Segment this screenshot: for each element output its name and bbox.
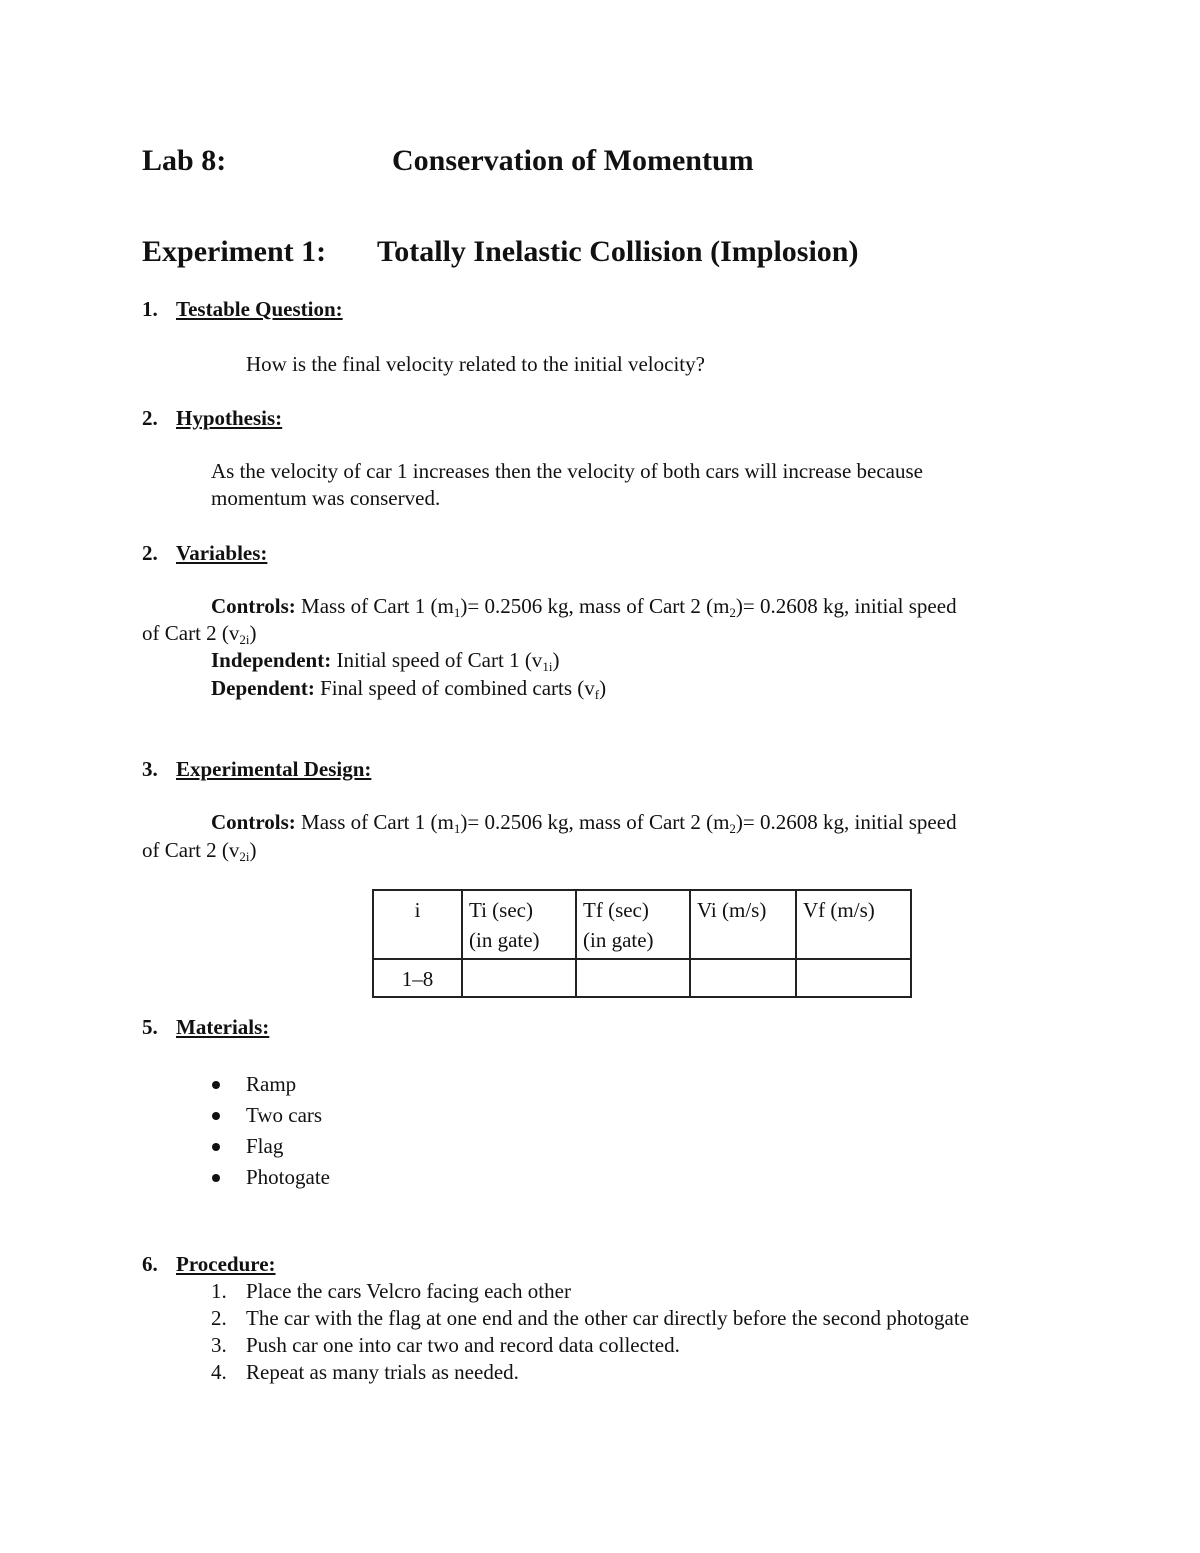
- design-heading: Experimental Design:: [176, 757, 372, 781]
- procedure-step: Repeat as many trials as needed.: [246, 1360, 519, 1384]
- design-number: 3.: [142, 757, 158, 781]
- hypothesis-heading: Hypothesis:: [176, 406, 283, 430]
- bullet-icon: [212, 1174, 220, 1182]
- procedure-step-number: 2.: [211, 1306, 227, 1330]
- list-item: Ramp: [246, 1072, 297, 1096]
- variables-dependent: Dependent: Final speed of combined carts $(v_f)$: [211, 676, 607, 702]
- list-item: Flag: [246, 1134, 284, 1158]
- bullet-icon: [212, 1112, 220, 1120]
- header-cell-tf: Tf (sec) (in gate): [576, 890, 690, 959]
- hypothesis-line-2: momentum was conserved.: [211, 486, 441, 510]
- header-cell-vi: Vi (m/s): [690, 890, 796, 959]
- experiment-label: Experiment 1:: [142, 235, 327, 268]
- procedure-number: 6.: [142, 1252, 158, 1276]
- hypothesis-line-1: As the velocity of car 1 increases then the velocity of both cars will increase because: [211, 459, 923, 483]
- lab-title: Conservation of Momentum: [392, 144, 754, 177]
- variables-heading: Variables:: [176, 541, 268, 565]
- materials-number: 5.: [142, 1015, 158, 1039]
- procedure-step: Place the cars Velcro facing each other: [246, 1279, 571, 1303]
- header-cell-i: i: [373, 890, 462, 959]
- bullet-icon: [212, 1081, 220, 1089]
- procedure-step-number: 1.: [211, 1279, 227, 1303]
- variables-controls-line-2: of Cart 2 $(v_{2i})$: [142, 621, 257, 647]
- table-row: [373, 959, 911, 997]
- experiment-title: Totally Inelastic Collision (Implosion): [377, 235, 859, 268]
- procedure-step: The car with the flag at one end and the other car directly before the second photogate: [246, 1306, 970, 1330]
- design-controls-label: Controls:: [211, 810, 296, 834]
- hypothesis-number: 2.: [142, 406, 158, 430]
- header-cell-vf: Vf (m/s): [796, 890, 911, 959]
- materials-heading: Materials:: [176, 1015, 270, 1039]
- variables-controls-line-1: Controls: Mass of Cart 1 $(m_1)= 0.2506$ kg, mass of Cart 2 $(m_2)= 0.2608$ kg, initial speed: [211, 594, 957, 620]
- list-item: Two cars: [246, 1103, 323, 1127]
- variables-independent: Independent: Initial speed of Cart 1 $(v_{1i})$: [211, 648, 560, 674]
- header-cell-ti: Ti (sec) (in gate): [462, 890, 576, 959]
- design-controls-line-1: Controls: Mass of Cart 1 $(m_1)= 0.2506$ kg, mass of Cart 2 $(m_2)= 0.2608$ kg, initial speed: [211, 810, 957, 836]
- question-text: How is the final velocity related to the initial velocity?: [246, 352, 705, 376]
- table-cell: 1–8: [373, 959, 462, 997]
- procedure-step-number: 3.: [211, 1333, 227, 1357]
- independent-label: Independent:: [211, 648, 332, 672]
- dependent-label: Dependent:: [211, 676, 315, 700]
- procedure-heading: Procedure:: [176, 1252, 276, 1276]
- procedure-step-number: 4.: [211, 1360, 227, 1384]
- table-cell: [796, 959, 911, 997]
- table-cell: [690, 959, 796, 997]
- question-number: 1.: [142, 297, 158, 321]
- data-table: [372, 889, 912, 998]
- controls-label: Controls:: [211, 594, 296, 618]
- question-heading: Testable Question:: [176, 297, 343, 321]
- list-item: Photogate: [246, 1165, 330, 1189]
- table-header-row: [373, 890, 911, 959]
- table-cell: [576, 959, 690, 997]
- variables-number: 2.: [142, 541, 158, 565]
- lab-label: Lab 8:: [142, 144, 227, 177]
- design-controls-line-2: of Cart 2 $(v_{2i})$: [142, 838, 257, 864]
- table-cell: [462, 959, 576, 997]
- procedure-step: Push car one into car two and record data collected.: [246, 1333, 680, 1357]
- bullet-icon: [212, 1143, 220, 1151]
